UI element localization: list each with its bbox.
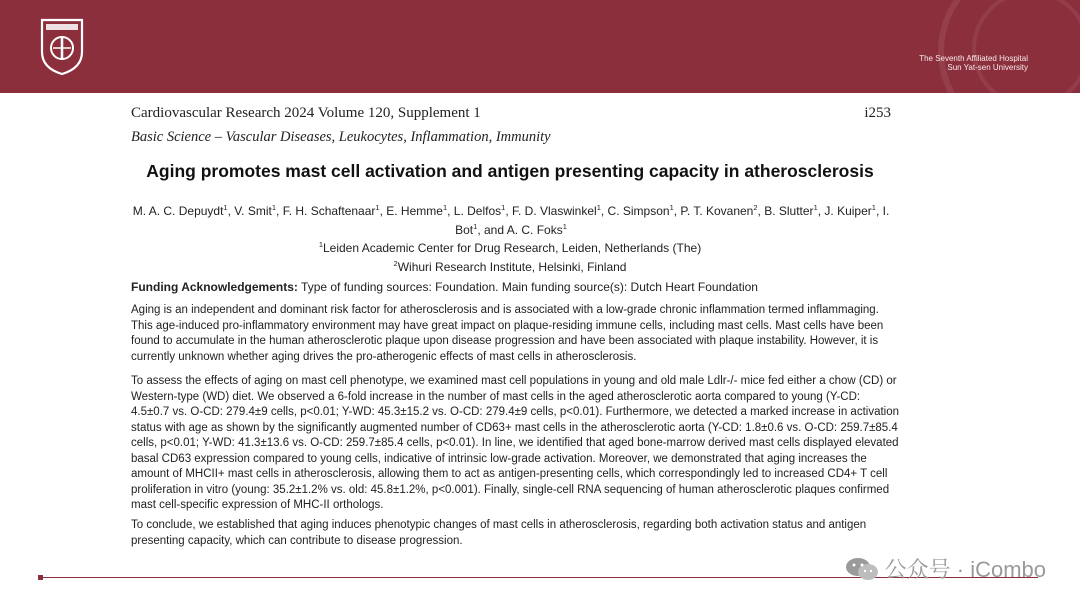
affiliation-line: $^1$Leiden Academic Center for Drug Research, Leiden, Netherlands (The) — [318, 240, 702, 255]
author-name: J. Kuiper$^1$ — [824, 203, 876, 218]
page-number: i253 — [864, 105, 891, 121]
affiliations — [120, 237, 900, 275]
author-name: P. T. Kovanen$^2$ — [680, 203, 758, 218]
author-affiliation-mark: 1 — [596, 203, 601, 212]
author-name: M. A. C. Depuydt$^1$ — [132, 203, 228, 218]
affiliation-line: $^2$Wihuri Research Institute, Helsinki, Finland — [393, 259, 627, 274]
funding-label: Funding Acknowledgements: — [131, 280, 298, 294]
watermark-text: 公众号 · iCombo — [884, 557, 1046, 582]
author-affiliation-mark: 2 — [753, 203, 758, 212]
article-title: Aging promotes mast cell activation and antigen presenting capacity in atherosclerosis — [146, 161, 874, 181]
hospital-name-line1: The Seventh Affiliated Hospital — [919, 54, 1028, 63]
author-list: M. A. C. Depuydt$^1$, V. Smit$^1$, F. H. Schaftenaar$^1$, E. Hemme$^1$, L. Delfos$^1$, F. D. Vlaswinkel$^1$, C. Simpson$^1$, P. T. Kovanen$^2$, B. Slutter$^1$, J. Kuiper$^1$, I. Bot$^1$, and A. C. Foks$^1$ — [132, 203, 890, 237]
author-name: C. Simpson$^1$ — [607, 203, 674, 218]
decorative-seal-inner — [972, 0, 1080, 93]
author-affiliation-mark: 1 — [442, 203, 448, 212]
hospital-name-line2: Sun Yat-sen University — [947, 63, 1028, 72]
author-name: A. C. Foks$^1$ — [506, 222, 567, 237]
author-affiliation-mark: 1 — [669, 203, 674, 212]
author-affiliation-mark: 1 — [813, 203, 818, 212]
author-affiliation-mark: 1 — [223, 203, 228, 212]
journal-citation: Cardiovascular Research 2024 Volume 120, Supplement 1 — [131, 105, 481, 121]
university-logo — [38, 14, 86, 76]
author-affiliation-mark: 1 — [375, 203, 380, 212]
funding-acknowledgements — [131, 280, 758, 294]
section-heading: Basic Science – Vascular Diseases, Leukocytes, Inflammation, Immunity — [131, 129, 551, 145]
author-affiliation-mark: 1 — [871, 203, 876, 212]
abstract-paragraph-results: To assess the effects of aging on mast cell phenotype, we examined mast cell populations in young and old male Ldlr-/- mice fed either a chow (CD) or Western-type (WD) diet. We observed a 6-fold increase in the number of mast cells in the aged atherosclerotic aorta compared to young (Y-CD: 4.5±0.7 vs. O-CD: 279.4±9 cells, p<0.01; Y-WD: 45.3±15.2 vs. O-CD: 279.4±9 cells, p<0.01). Furthermore, we detected a marked increase in activation status with age as shown by the significantly augmented number of CD63+ mast cells in the atherosclerotic aorta (Y-CD: 1.8±0.6 vs. O-CD: 259.7±85.4 cells, p<0.01; Y-WD: 41.3±13.6 vs. O-CD: 259.7±85.4 cells, p<0.01). In line, we identified that aged bone-marrow derived mast cells displayed elevated basal CD63 expression compared to young cells, indicative of intrinsic low-grade activation. Moreover, we demonstrated that aging increases the amount of MHCII+ mast cells in atherosclerosis, allowing them to act as antigen-presenting cells, which correspondingly led to increased CD4+ T cell proliferation in vitro (young: 35.2±1.2% vs. old: 45.8±1.2%, p<0.001). Finally, single-cell RNA sequencing of human atherosclerotic plaques confirmed mast cell-specific expression of MHC-II orthologs. — [131, 375, 900, 511]
wechat-icon — [845, 557, 879, 581]
author-name: F. D. Vlaswinkel$^1$ — [511, 203, 601, 218]
author-name: F. H. Schaftenaar$^1$ — [282, 203, 380, 218]
author-affiliation-mark: 1 — [562, 222, 567, 231]
author-name: L. Delfos$^1$ — [453, 203, 506, 218]
author-name: E. Hemme$^1$ — [386, 203, 448, 218]
header-banner — [0, 0, 1080, 93]
author-affiliation-mark: 1 — [501, 203, 506, 212]
affiliation-number: 1 — [318, 240, 323, 249]
author-name: B. Slutter$^1$ — [764, 203, 818, 218]
author-affiliation-mark: 1 — [473, 222, 478, 231]
funding-text: Type of funding sources: Foundation. Main funding source(s): Dutch Heart Foundation — [301, 280, 758, 294]
author-name: I. Bot$^1$ — [455, 204, 890, 237]
abstract-paragraph-background: Aging is an independent and dominant risk factor for atherosclerosis and is associated with a low-grade chronic inflammation termed inflammaging. This age-induced pro-inflammatory environment may have great impact on plaque-residing immune cells, including mast cells. Mast cells have been found to accumulate in the human atherosclerotic plaque upon disease progression and have been associated with plaque instability. However, it is currently unknown whether aging drives the pro-atherogenic effects of mast cells in atherosclerosis. — [131, 304, 884, 363]
author-affiliation-mark: 1 — [271, 203, 277, 212]
abstract-paragraph-conclusion: To conclude, we established that aging induces phenotypic changes of mast cells in atherosclerosis, regarding both activation status and antigen presenting capacity, which can contribute to disease progression. — [131, 519, 867, 547]
hospital-name — [919, 54, 1028, 72]
author-name: V. Smit$^1$ — [234, 203, 277, 218]
affiliation-number: 2 — [393, 259, 398, 268]
watermark — [845, 553, 1046, 584]
